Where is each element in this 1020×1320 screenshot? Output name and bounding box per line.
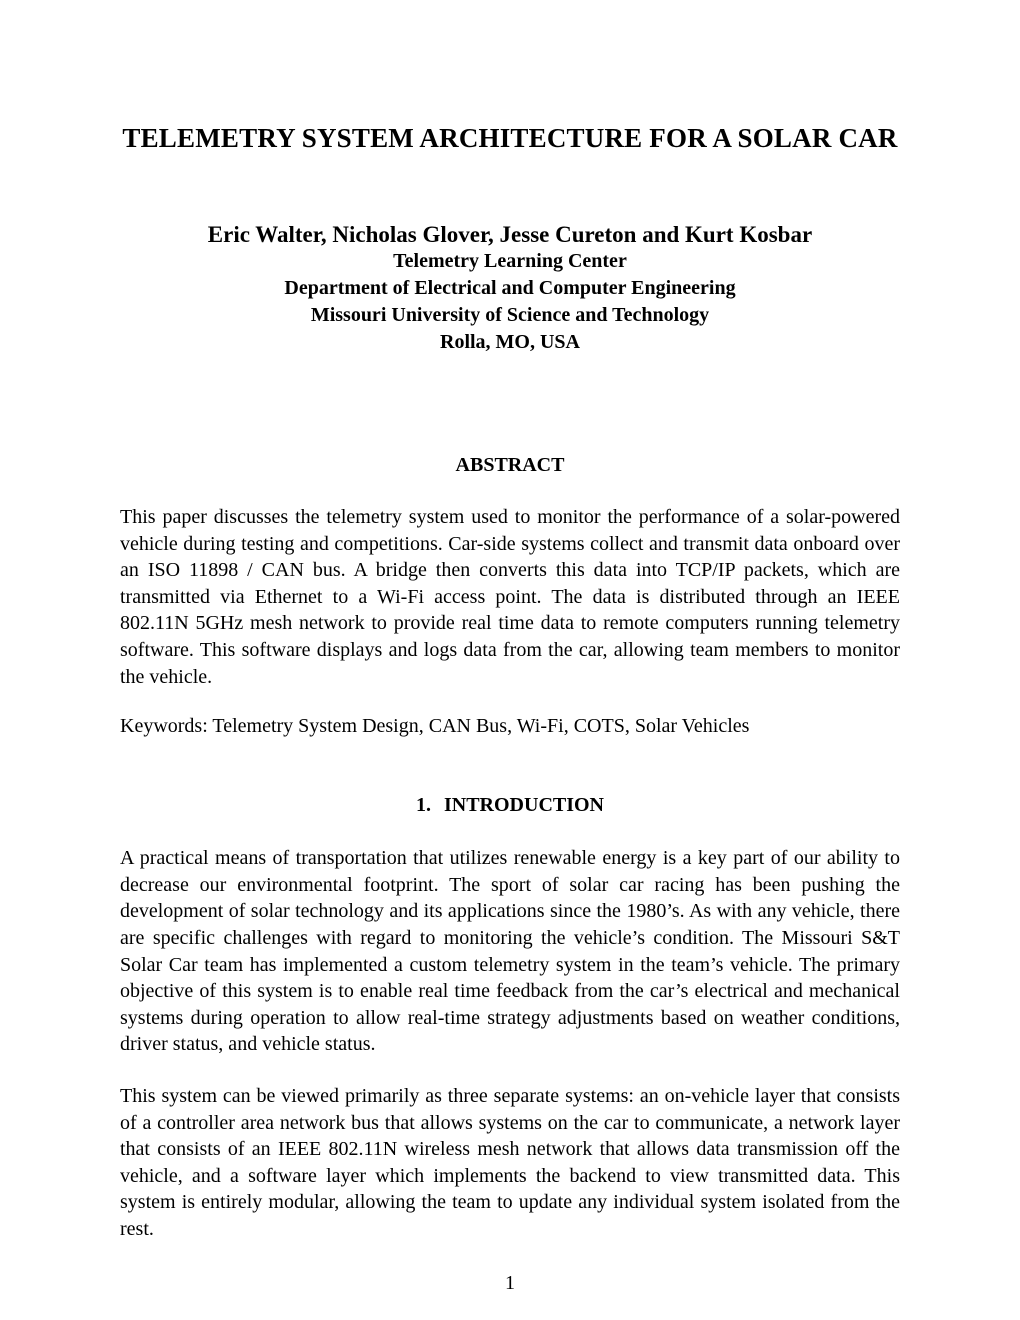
section-number: 1.	[415, 794, 431, 817]
affiliation-block	[120, 248, 900, 356]
abstract-heading: ABSTRACT	[455, 454, 565, 476]
affiliation-center: Telemetry Learning Center	[393, 250, 627, 272]
affiliation-location: Rolla, MO, USA	[440, 331, 580, 353]
affiliation-university: Missouri University of Science and Technology	[310, 304, 710, 326]
section-heading-label: INTRODUCTION	[443, 794, 605, 817]
authors-line: Eric Walter, Nicholas Glover, Jesse Cureton and Kurt Kosbar	[207, 222, 813, 247]
paper-title: TELEMETRY SYSTEM ARCHITECTURE FOR A SOLAR CAR	[122, 123, 898, 153]
abstract-paragraph: This paper discusses the telemetry system used to monitor the performance of a solar-powered vehicle during testing and competitions. Car-side systems collect and transmit data onboard over an ISO 11898 / CAN bus. A bridge then converts this data into TCP/IP packets, which are transmitted via Ethernet to a Wi-Fi access point. The data is distributed through an IEEE 802.11N 5GHz mesh network to provide real time data to remote computers running telemetry software. This software displays and logs data from the car, allowing team members to monitor the vehicle.	[120, 506, 900, 688]
introduction-paragraph-2: This system can be viewed primarily as three separate systems: an on-vehicle layer that consists of a controller area network bus that allows systems on the car to communicate, a network layer that consists of an IEEE 802.11N wireless mesh network that allows data transmission off the vehicle, and a software layer which implements the backend to view transmitted data. This system is entirely modular, allowing the team to update any individual system isolated from the rest.	[120, 1084, 900, 1240]
affiliation-department: Department of Electrical and Computer Engineering	[284, 277, 736, 299]
page-number: 1	[505, 1272, 515, 1295]
introduction-heading	[120, 792, 900, 819]
keywords-line: Keywords: Telemetry System Design, CAN Bus, Wi-Fi, COTS, Solar Vehicles	[120, 715, 750, 738]
introduction-paragraph-1: A practical means of transportation that utilizes renewable energy is a key part of our ability to decrease our environmental footprint. The sport of solar car racing has been pushing the development of solar technology and its applications since the 1980’s. As with any vehicle, there are specific challenges with regard to monitoring the vehicle’s condition. The Missouri S&T Solar Car team has implemented a custom telemetry system in the team’s vehicle. The primary objective of this system is to enable real time feedback from the car’s electrical and mechanical systems during operation to allow real-time strategy adjustments based on weather conditions, driver status, and vehicle status.	[120, 847, 900, 1056]
